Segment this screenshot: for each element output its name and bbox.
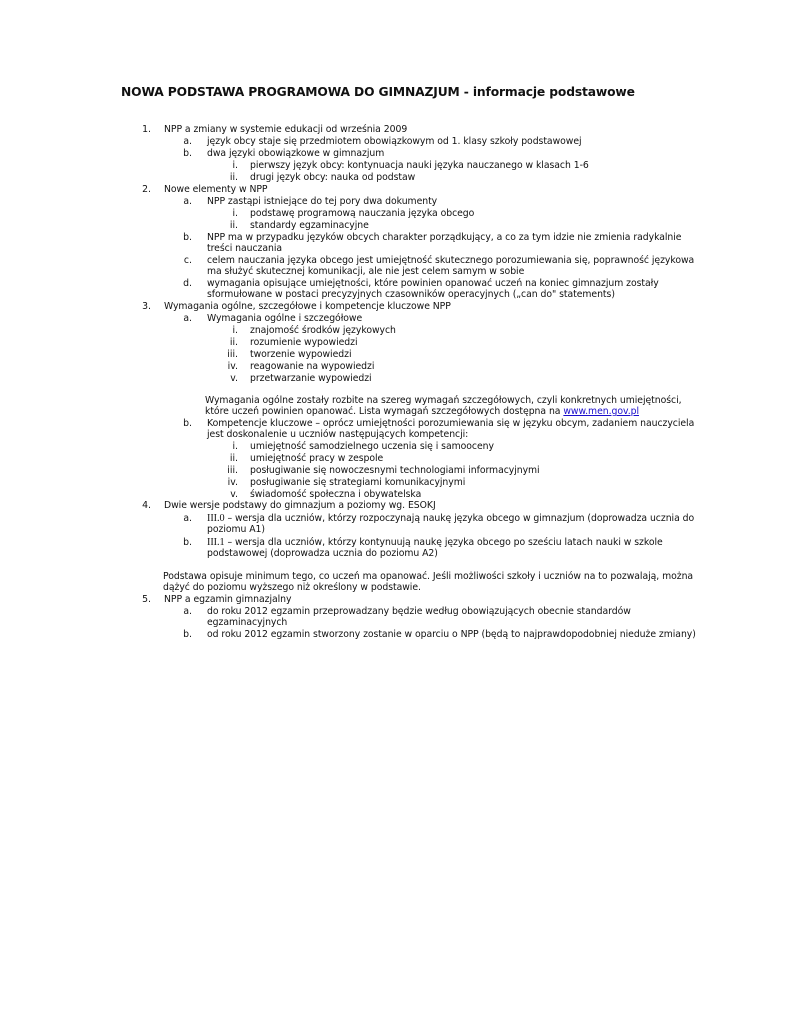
list-marker: b. (183, 232, 192, 243)
section-5-heading: NPP a egzamin gimnazjalny (164, 594, 292, 605)
list-marker: iv. (227, 361, 238, 372)
section-2-heading: Nowe elementy w NPP (164, 184, 268, 195)
list-marker: iv. (227, 477, 238, 488)
list-marker: v. (230, 373, 238, 384)
section-4-heading: Dwie wersje podstawy do gimnazjum a poziomy wg. ESOKJ (164, 500, 436, 511)
section-1-heading: NPP a zmiany w systemie edukacji od września 2009 (164, 124, 408, 135)
section-4a-line1 (207, 513, 694, 524)
list-marker: iii. (227, 349, 238, 360)
list-marker: iii. (227, 465, 238, 476)
list-marker: a. (183, 136, 192, 147)
section-3b-item: umiejętność samodzielnego uczenia się i samooceny (250, 441, 494, 452)
list-marker: a. (183, 513, 192, 524)
section-3a-note-line1: Wymagania ogólne zostały rozbite na szereg wymagań szczegółowych, czyli konkretnych umiejętności, (205, 395, 682, 406)
section-5a-line2: egzaminacyjnych (207, 617, 288, 628)
list-marker: v. (230, 489, 238, 500)
section-3a-note-line2 (205, 406, 639, 417)
section-1b-ii-text: drugi język obcy: nauka od podstaw (250, 172, 416, 183)
section-3a-text: Wymagania ogólne i szczegółowe (207, 313, 363, 324)
document-title: NOWA PODSTAWA PROGRAMOWA DO GIMNAZJUM - informacje podstawowe (121, 85, 635, 99)
list-marker: 4. (142, 500, 151, 511)
list-marker: a. (183, 196, 192, 207)
section-2c-line1: celem nauczania języka obcego jest umiejętność skutecznego porozumiewania się, poprawność językowa (207, 255, 695, 266)
list-marker: ii. (229, 172, 238, 183)
section-2b-line1: NPP ma w przypadku języków obcych charakter porządkujący, a co za tym idzie nie zmienia radykalnie (207, 232, 682, 243)
level-description: – wersja dla uczniów, którzy kontynuują naukę języka obcego po sześciu latach nauki w szkole (224, 537, 663, 548)
list-marker: b. (183, 148, 192, 159)
level-code: III.1 (207, 537, 225, 548)
list-marker: b. (183, 537, 192, 548)
list-marker: 5. (142, 594, 151, 605)
section-3-heading: Wymagania ogólne, szczegółowe i kompetencje kluczowe NPP (164, 301, 451, 312)
section-3b-line1: Kompetencje kluczowe – oprócz umiejętności porozumiewania się w języku obcym, zadaniem nauczyciela (207, 418, 695, 429)
section-3b-item: posługiwanie się nowoczesnymi technologiami informacyjnymi (250, 465, 540, 476)
list-marker: b. (183, 629, 192, 640)
men-gov-link[interactable]: www.men.gov.pl (563, 406, 639, 417)
list-marker: 2. (142, 184, 151, 195)
section-2a-i-text: podstawę programową nauczania języka obcego (250, 208, 475, 219)
section-2a-text: NPP zastąpi istniejące do tej pory dwa dokumenty (207, 196, 438, 207)
section-2a-ii-text: standardy egzaminacyjne (250, 220, 369, 231)
section-4-note-line1: Podstawa opisuje minimum tego, co uczeń ma opanować. Jeśli możliwości szkoły i uczniów na to pozwalają, można (163, 571, 694, 582)
section-4b-line1 (207, 537, 663, 548)
section-4b-line2: podstawowej (doprowadza ucznia do poziomu A2) (207, 548, 438, 559)
list-marker: b. (183, 418, 192, 429)
section-3a-item: znajomość środków językowych (250, 325, 396, 336)
section-1b-i-text: pierwszy język obcy: kontynuacja nauki języka nauczanego w klasach 1-6 (250, 160, 589, 171)
list-marker: 1. (142, 124, 151, 135)
note-text: które uczeń powinien opanować. Lista wymagań szczegółowych dostępna na (205, 406, 564, 417)
list-marker: c. (183, 255, 192, 266)
section-2c-line2: ma służyć skutecznej komunikacji, ale nie jest celem samym w sobie (207, 266, 525, 277)
section-3b-line2: jest doskonalenie u uczniów następujących kompetencji: (207, 429, 469, 440)
section-3a-item: reagowanie na wypowiedzi (250, 361, 375, 372)
section-2b-line2: treści nauczania (207, 243, 283, 254)
section-4a-line2: poziomu A1) (207, 524, 265, 535)
list-marker: ii. (229, 220, 238, 231)
list-marker: d. (183, 278, 192, 289)
section-3b-item: świadomość społeczna i obywatelska (250, 489, 422, 500)
list-marker: 3. (142, 301, 151, 312)
section-3b-item: posługiwanie się strategiami komunikacyjnymi (250, 477, 466, 488)
list-marker: a. (183, 606, 192, 617)
section-1a-text: język obcy staje się przedmiotem obowiązkowym od 1. klasy szkoły podstawowej (207, 136, 582, 147)
section-3b-item: umiejętność pracy w zespole (250, 453, 384, 464)
section-4-note-line2: dążyć do poziomu wyższego niż określony w podstawie. (163, 582, 421, 593)
list-marker: i. (232, 160, 238, 171)
section-5a-line1: do roku 2012 egzamin przeprowadzany będzie według obowiązujących obecnie standardów (207, 606, 631, 617)
section-3a-item: przetwarzanie wypowiedzi (250, 373, 372, 384)
list-marker: i. (232, 325, 238, 336)
list-marker: i. (232, 441, 238, 452)
section-3a-item: rozumienie wypowiedzi (250, 337, 358, 348)
level-code: III.0 (207, 513, 225, 524)
list-marker: ii. (229, 453, 238, 464)
section-2d-line1: wymagania opisujące umiejętności, które powinien opanować uczeń na koniec gimnazjum zostały (207, 278, 659, 289)
list-marker: a. (183, 313, 192, 324)
section-3a-item: tworzenie wypowiedzi (250, 349, 352, 360)
section-1b-text: dwa języki obowiązkowe w gimnazjum (207, 148, 385, 159)
list-marker: i. (232, 208, 238, 219)
level-description: – wersja dla uczniów, którzy rozpoczynają naukę języka obcego w gimnazjum (doprowadza ucznia do (224, 513, 695, 524)
section-5b-text: od roku 2012 egzamin stworzony zostanie w oparciu o NPP (będą to najprawdopodobniej nieduże zmiany) (207, 629, 696, 640)
list-marker: ii. (229, 337, 238, 348)
section-2d-line2: sformułowane w postaci precyzyjnych czasowników operacyjnych („can do" statements) (207, 289, 615, 300)
